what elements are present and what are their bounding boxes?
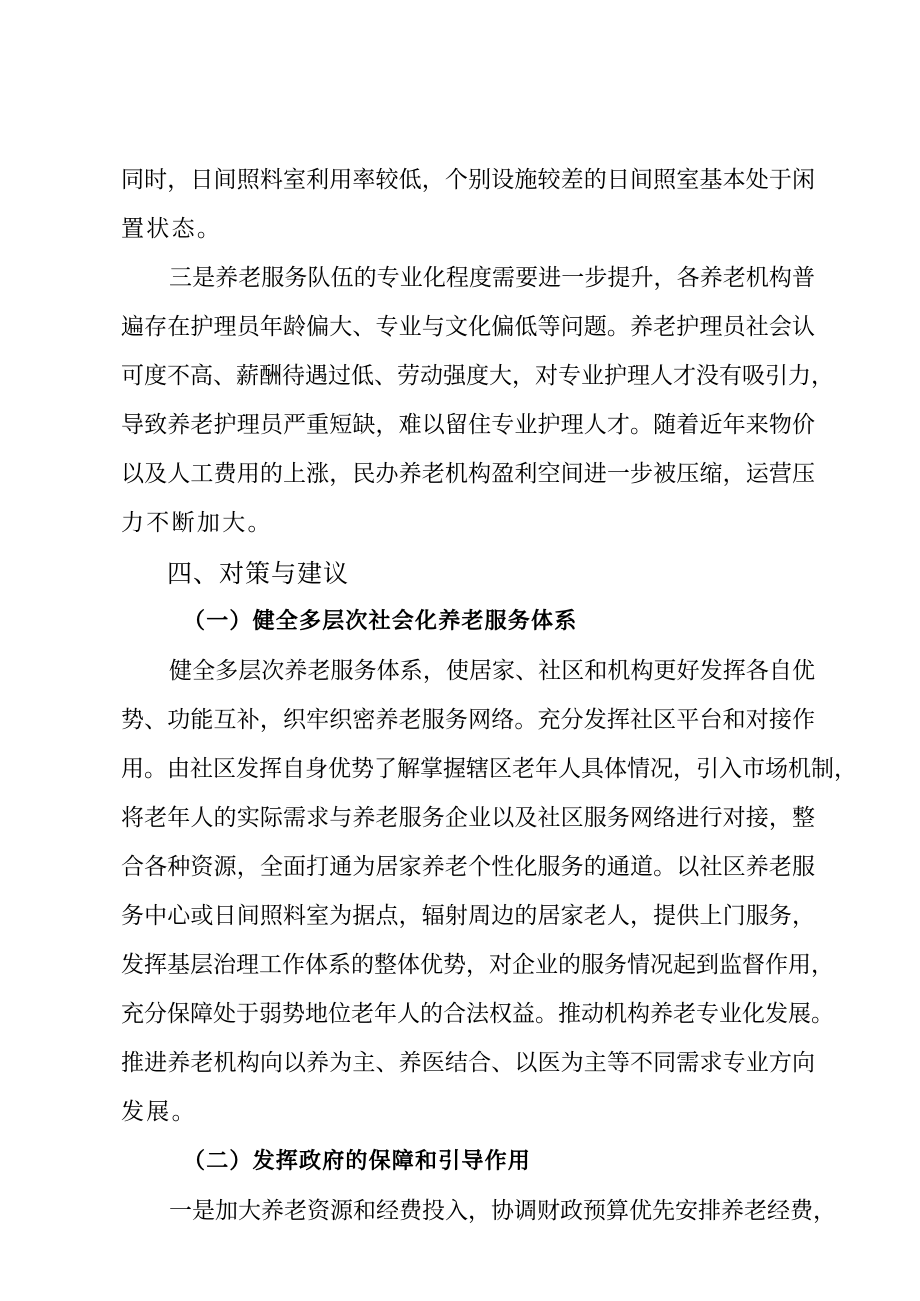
- paragraph-line: 发展。: [121, 1099, 197, 1125]
- section-heading: 四、对策与建议: [167, 559, 350, 588]
- paragraph-line: 置状态。: [121, 216, 223, 242]
- subsection-heading: （二）发挥政府的保障和引导作用: [183, 1149, 532, 1174]
- paragraph-line: 三是养老服务队伍的专业化程度需要进一步提升，各养老机构普: [169, 265, 815, 291]
- paragraph-line: 可度不高、薪酬待遇过低、劳动强度大，对专业护理人才没有吸引力，: [121, 363, 834, 389]
- paragraph-line: 务中心或日间照料室为据点，辐射周边的居家老人，提供上门服务，: [121, 903, 815, 929]
- paragraph-line: 力不断加大。: [121, 510, 273, 536]
- paragraph-line: 推进养老机构向以养为主、养医结合、以医为主等不同需求专业方向: [121, 1050, 815, 1076]
- paragraph-line: 同时，日间照料室利用率较低，个别设施较差的日间照室基本处于闲: [121, 167, 815, 193]
- paragraph-line: 一是加大养老资源和经费投入，协调财政预算优先安排养老经费，: [169, 1198, 836, 1224]
- paragraph-line: 充分保障处于弱势地位老年人的合法权益。推动机构养老专业化发展。: [121, 1001, 834, 1027]
- paragraph-line: 将老年人的实际需求与养老服务企业以及社区服务网络进行对接，整: [121, 805, 815, 831]
- paragraph-line: 健全多层次养老服务体系，使居家、社区和机构更好发挥各自优: [169, 658, 815, 684]
- paragraph-line: 合各种资源，全面打通为居家养老个性化服务的通道。以社区养老服: [121, 854, 815, 880]
- paragraph-line: 以及人工费用的上涨，民办养老机构盈利空间进一步被压缩，运营压: [121, 461, 815, 487]
- paragraph-line: 遍存在护理员年龄偏大、专业与文化偏低等问题。养老护理员社会认: [121, 314, 815, 340]
- paragraph-line: 导致养老护理员严重短缺，难以留住专业护理人才。随着近年来物价: [121, 412, 815, 438]
- paragraph-line: 势、功能互补，织牢织密养老服务网络。充分发挥社区平台和对接作: [121, 707, 815, 733]
- subsection-heading: （一）健全多层次社会化养老服务体系: [183, 609, 578, 634]
- paragraph-line: 发挥基层治理工作体系的整体优势，对企业的服务情况起到监督作用，: [121, 952, 834, 978]
- paragraph-line: 用。由社区发挥自身优势了解掌握辖区老年人具体情况，引入市场机制，: [121, 756, 857, 782]
